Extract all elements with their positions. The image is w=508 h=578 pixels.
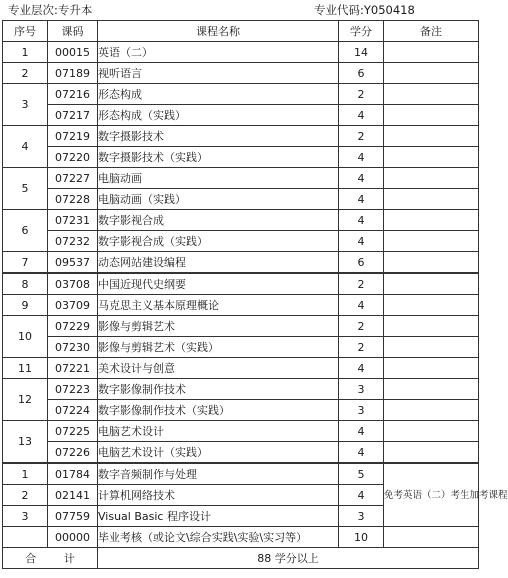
table-row <box>3 231 479 252</box>
course-name-cell: 马克思主义基本原理概论 <box>98 295 339 316</box>
course-name-cell: 英语（二） <box>98 42 339 63</box>
seq-cell: 13 <box>3 421 48 464</box>
seq-cell: 11 <box>3 358 48 379</box>
credit-cell: 4 <box>339 189 384 210</box>
credit-cell: 4 <box>339 105 384 126</box>
course-name-cell: Visual Basic 程序设计 <box>98 506 339 527</box>
course-name-cell: 电脑艺术设计 <box>98 421 339 442</box>
code-cell: 07229 <box>48 316 98 337</box>
code-cell: 07224 <box>48 400 98 421</box>
code-cell: 03708 <box>48 273 98 295</box>
extra-exam-note: 免考英语（二）考生加考课程 <box>384 463 479 527</box>
course-name-cell: 形态构成（实践） <box>98 105 339 126</box>
table-row <box>3 168 479 189</box>
course-name-cell: 数字影像制作技术（实践） <box>98 400 339 421</box>
total-label: 合 计 <box>3 548 98 569</box>
credit-cell: 10 <box>339 527 384 548</box>
note-cell <box>384 147 479 168</box>
table-row <box>3 358 479 379</box>
major-level: 专业层次:专升本 <box>8 3 93 17</box>
seq-cell: 7 <box>3 252 48 274</box>
code-cell: 02141 <box>48 485 98 506</box>
total-row <box>3 548 479 569</box>
seq-cell <box>3 527 48 548</box>
code-cell: 07227 <box>48 168 98 189</box>
note-cell <box>384 63 479 84</box>
code-cell: 07216 <box>48 84 98 105</box>
table-body <box>3 42 508 569</box>
credit-cell: 4 <box>339 421 384 442</box>
table-row <box>3 126 479 147</box>
code-cell: 07231 <box>48 210 98 231</box>
code-cell: 03709 <box>48 295 98 316</box>
course-name-cell: 电脑动画 <box>98 168 339 189</box>
col-header-code: 课码 <box>48 21 98 42</box>
credit-cell: 2 <box>339 126 384 147</box>
seq-cell: 2 <box>3 485 48 506</box>
course-name-cell: 影像与剪辑艺术 <box>98 316 339 337</box>
seq-cell: 2 <box>3 63 48 84</box>
code-cell: 07230 <box>48 337 98 358</box>
credit-cell: 2 <box>339 273 384 295</box>
course-name-cell: 数字影像制作技术 <box>98 379 339 400</box>
col-header-note: 备注 <box>384 21 479 42</box>
credit-cell: 4 <box>339 147 384 168</box>
course-name-cell: 电脑艺术设计（实践） <box>98 442 339 464</box>
credit-cell: 4 <box>339 168 384 189</box>
course-name-cell: 数字摄影技术（实践） <box>98 147 339 168</box>
note-cell <box>384 105 479 126</box>
credit-cell: 6 <box>339 252 384 274</box>
seq-cell: 3 <box>3 84 48 126</box>
seq-cell: 4 <box>3 126 48 168</box>
credit-cell: 4 <box>339 231 384 252</box>
note-cell <box>384 231 479 252</box>
note-cell <box>384 358 479 379</box>
code-cell: 07759 <box>48 506 98 527</box>
note-cell <box>384 42 479 63</box>
note-cell <box>384 379 479 400</box>
table-row <box>3 84 479 105</box>
note-cell <box>384 84 479 105</box>
credit-cell: 4 <box>339 358 384 379</box>
credit-cell: 4 <box>339 210 384 231</box>
code-cell: 07226 <box>48 442 98 464</box>
table-row <box>3 295 479 316</box>
course-name-cell: 毕业考核（或论文\综合实践\实验\实习等） <box>98 527 339 548</box>
table-row <box>3 316 479 337</box>
table-row <box>3 442 479 464</box>
note-cell <box>384 527 479 548</box>
table-row <box>3 273 479 295</box>
note-cell <box>384 126 479 147</box>
table-row <box>3 421 479 442</box>
code-cell: 07217 <box>48 105 98 126</box>
seq-cell: 9 <box>3 295 48 316</box>
credit-cell: 4 <box>339 295 384 316</box>
thesis-row <box>3 527 479 548</box>
code-cell: 07219 <box>48 126 98 147</box>
table-row <box>3 63 479 84</box>
note-cell <box>384 210 479 231</box>
credit-cell: 4 <box>339 442 384 464</box>
table-row <box>3 252 479 274</box>
table-row <box>3 189 479 210</box>
course-name-cell: 计算机网络技术 <box>98 485 339 506</box>
note-cell <box>384 400 479 421</box>
note-cell <box>384 421 479 442</box>
course-name-cell: 电脑动画（实践） <box>98 189 339 210</box>
seq-cell: 3 <box>3 506 48 527</box>
course-name-cell: 数字摄影技术 <box>98 126 339 147</box>
credit-cell: 4 <box>339 485 384 506</box>
course-name-cell: 动态网站建设编程 <box>98 252 339 274</box>
table-row <box>3 337 479 358</box>
course-name-cell: 数字影视合成（实践） <box>98 231 339 252</box>
course-name-cell: 视听语言 <box>98 63 339 84</box>
seq-cell: 5 <box>3 168 48 210</box>
course-table <box>2 20 508 569</box>
credit-cell: 2 <box>339 337 384 358</box>
seq-cell: 12 <box>3 379 48 421</box>
credit-cell: 2 <box>339 316 384 337</box>
table-row <box>3 463 479 485</box>
note-cell <box>384 337 479 358</box>
code-cell: 07221 <box>48 358 98 379</box>
code-cell: 07232 <box>48 231 98 252</box>
note-cell <box>384 273 479 295</box>
code-cell: 00000 <box>48 527 98 548</box>
note-cell <box>384 295 479 316</box>
note-cell <box>384 168 479 189</box>
table-row <box>3 379 479 400</box>
code-cell: 07225 <box>48 421 98 442</box>
seq-cell: 8 <box>3 273 48 295</box>
seq-cell: 6 <box>3 210 48 252</box>
credit-cell: 5 <box>339 463 384 485</box>
table-row <box>3 210 479 231</box>
table-row <box>3 42 479 63</box>
credit-cell: 3 <box>339 379 384 400</box>
code-cell: 07228 <box>48 189 98 210</box>
seq-cell: 1 <box>3 463 48 485</box>
note-cell <box>384 252 479 274</box>
total-value: 88 学分以上 <box>98 548 479 569</box>
credit-cell: 6 <box>339 63 384 84</box>
table-row <box>3 105 479 126</box>
seq-cell: 10 <box>3 316 48 358</box>
seq-cell: 1 <box>3 42 48 63</box>
note-cell <box>384 442 479 464</box>
code-cell: 00015 <box>48 42 98 63</box>
note-cell <box>384 189 479 210</box>
course-name-cell: 数字影视合成 <box>98 210 339 231</box>
table-header-row <box>3 21 479 42</box>
note-cell <box>384 316 479 337</box>
code-cell: 01784 <box>48 463 98 485</box>
major-code: 专业代码:Y050418 <box>314 3 415 17</box>
code-cell: 07189 <box>48 63 98 84</box>
course-name-cell: 影像与剪辑艺术（实践） <box>98 337 339 358</box>
page-header <box>0 0 480 20</box>
col-header-credit: 学分 <box>339 21 384 42</box>
credit-cell: 3 <box>339 506 384 527</box>
course-name-cell: 美术设计与创意 <box>98 358 339 379</box>
credit-cell: 2 <box>339 84 384 105</box>
credit-cell: 14 <box>339 42 384 63</box>
credit-cell: 3 <box>339 400 384 421</box>
table-row <box>3 147 479 168</box>
col-header-name: 课程名称 <box>98 21 339 42</box>
course-name-cell: 形态构成 <box>98 84 339 105</box>
code-cell: 07223 <box>48 379 98 400</box>
code-cell: 07220 <box>48 147 98 168</box>
code-cell: 09537 <box>48 252 98 274</box>
course-name-cell: 数字音频制作与处理 <box>98 463 339 485</box>
col-header-seq: 序号 <box>3 21 48 42</box>
table-row <box>3 400 479 421</box>
course-name-cell: 中国近现代史纲要 <box>98 273 339 295</box>
